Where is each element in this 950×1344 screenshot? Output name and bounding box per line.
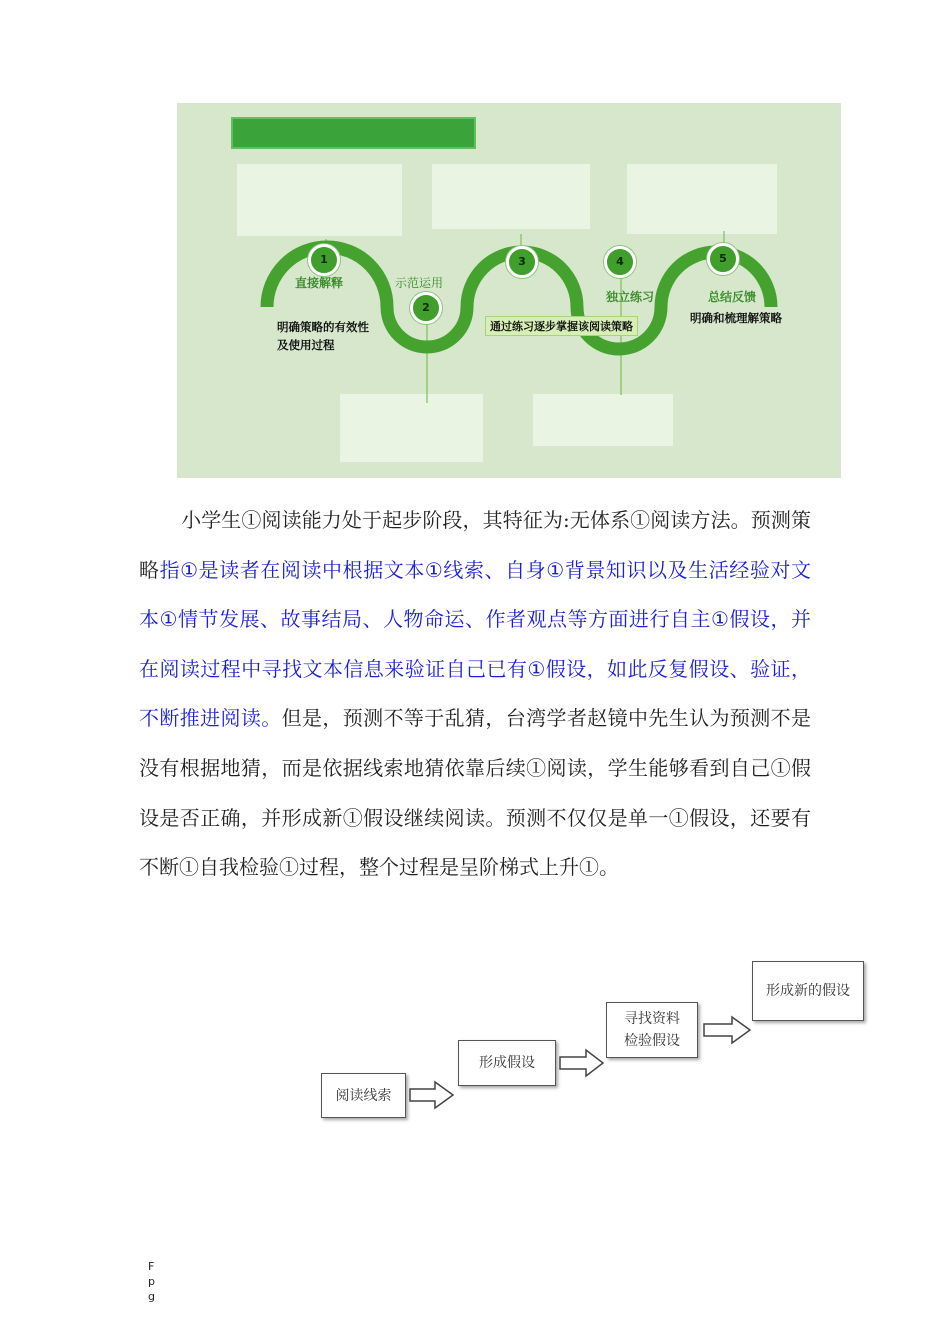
step-circle-3: 3 — [506, 246, 538, 278]
page-footer — [148, 1259, 158, 1304]
paragraph-intro: 小学生①阅读能力处于起步阶段，其特征为:无体系①阅读方法。预测策略 — [139, 508, 811, 582]
step-circle-4: 4 — [604, 246, 636, 278]
reading-strategy-figure — [177, 103, 841, 478]
paragraph-conclusion: 但是，预测不等于乱猜，台湾学者赵镜中先生认为预测不是没有根据地猜，而是依据线索地猜依靠后续①阅读，学生能够看到自己①假设是否正确，并形成新①假设继续阅读。预测不仅仅是单一①假设，还要有不断①自我检验①过程，整个过程是呈阶梯式上升①。 — [139, 706, 811, 880]
arrow-right-icon — [410, 1082, 453, 1108]
step-circle-5: 5 — [707, 243, 739, 275]
prediction-definition: 指①是读者在阅读中根据文本①线索、自身①背景知识以及生活经验对文本①情节发展、故事结局、人物命运、作者观点等方面进行自主①假设，并在阅读过程中寻找文本信息来验证自己已有①假设，如此反复假设、验证，不断推进阅读。 — [139, 557, 812, 731]
arrow-right-icon — [560, 1050, 603, 1076]
stage-label-4: 独立练习 — [606, 290, 655, 304]
stage-label-2: 示范运用 — [395, 276, 444, 290]
step-circle-1: 1 — [308, 244, 340, 276]
step-box-form-hypothesis: 形成假设 — [458, 1040, 556, 1086]
step-box-new-hypothesis: 形成新的假设 — [752, 961, 864, 1021]
stage-label-5: 总结反馈 — [708, 290, 757, 304]
footer-line: g — [148, 1290, 155, 1303]
stage-1-description: 明确策略的有效性及使用过程 — [277, 320, 369, 352]
body-paragraph — [139, 496, 811, 893]
stage-5-description: 明确和梳理解策略 — [690, 311, 782, 325]
arrow-right-icon — [704, 1017, 750, 1043]
step-box-read-clues: 阅读线索 — [321, 1073, 406, 1118]
footer-line: F — [148, 1260, 155, 1273]
staircase-diagram — [318, 960, 878, 1130]
footer-line: p — [148, 1275, 155, 1288]
step-circle-2: 2 — [410, 292, 442, 324]
stage-label-1: 直接解释 — [295, 276, 344, 290]
step-box-verify-hypothesis: 寻找资料 检验假设 — [606, 1002, 698, 1058]
stage-3-description: 通过练习逐步掌握该阅读策略 — [485, 316, 638, 336]
